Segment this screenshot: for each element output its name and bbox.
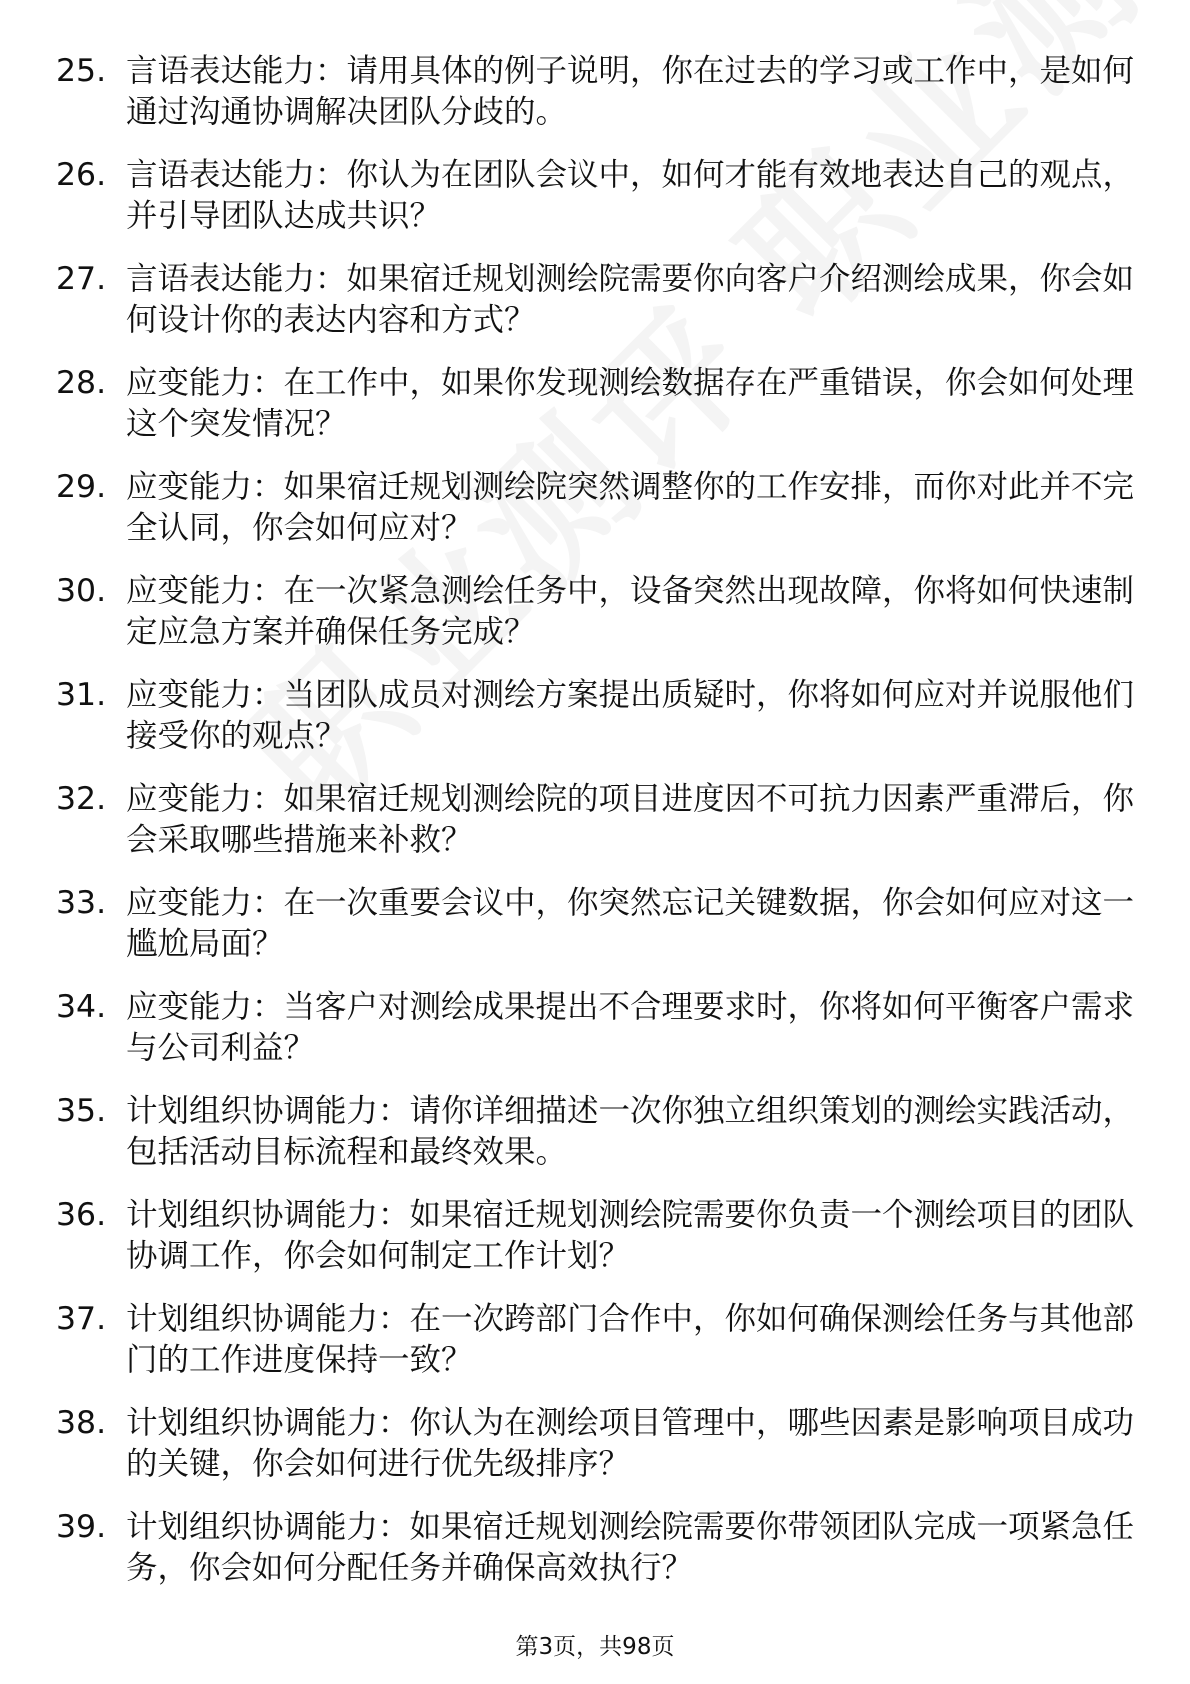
question-item [56,1403,1136,1486]
question-item [56,779,1136,862]
question-number: 36. [56,1197,107,1233]
question-text: 计划组织协调能力：在一次跨部门合作中，你如何确保测绘任务与其他部门的工作进度保持一致？ [126,1301,1135,1378]
question-item [56,363,1136,446]
question-item [56,1507,1136,1590]
question-number: 37. [56,1301,107,1337]
question-text: 应变能力：在一次重要会议中，你突然忘记关键数据，你会如何应对这一尴尬局面？ [126,885,1135,962]
question-item [56,883,1136,966]
question-list [56,51,1136,1611]
question-number: 29. [56,469,107,505]
question-number: 35. [56,1093,107,1129]
question-text: 计划组织协调能力：如果宿迁规划测绘院需要你负责一个测绘项目的团队协调工作，你会如何制定工作计划？ [126,1197,1135,1274]
question-number: 28. [56,365,107,401]
question-text: 应变能力：在工作中，如果你发现测绘数据存在严重错误，你会如何处理这个突发情况？ [126,365,1135,442]
question-item [56,571,1136,654]
question-number: 31. [56,677,107,713]
question-item [56,987,1136,1070]
question-item [56,1091,1136,1174]
question-item [56,1195,1136,1278]
question-item [56,259,1136,342]
question-number: 25. [56,53,107,89]
question-number: 33. [56,885,107,921]
question-number: 26. [56,157,107,193]
question-text: 应变能力：当团队成员对测绘方案提出质疑时，你将如何应对并说服他们接受你的观点？ [126,677,1135,754]
question-text: 言语表达能力：你认为在团队会议中，如何才能有效地表达自己的观点，并引导团队达成共识？ [126,157,1135,234]
page-footer: 第3页，共98页 [515,1634,675,1660]
question-item [56,675,1136,758]
question-text: 应变能力：当客户对测绘成果提出不合理要求时，你将如何平衡客户需求与公司利益？ [126,989,1135,1066]
question-number: 32. [56,781,107,817]
question-text: 应变能力：在一次紧急测绘任务中，设备突然出现故障，你将如何快速制定应急方案并确保任务完成？ [126,573,1135,650]
question-item [56,155,1136,238]
question-item [56,51,1136,134]
question-text: 计划组织协调能力：请你详细描述一次你独立组织策划的测绘实践活动，包括活动目标流程和最终效果。 [126,1093,1135,1170]
question-text: 言语表达能力：如果宿迁规划测绘院需要你向客户介绍测绘成果，你会如何设计你的表达内容和方式？ [126,261,1135,338]
question-number: 38. [56,1405,107,1441]
question-number: 39. [56,1509,107,1545]
question-number: 34. [56,989,107,1025]
question-item [56,467,1136,550]
question-text: 应变能力：如果宿迁规划测绘院的项目进度因不可抗力因素严重滞后，你会采取哪些措施来补救？ [126,781,1135,858]
question-text: 计划组织协调能力：如果宿迁规划测绘院需要你带领团队完成一项紧急任务，你会如何分配任务并确保高效执行？ [126,1509,1135,1586]
question-text: 言语表达能力：请用具体的例子说明，你在过去的学习或工作中，是如何通过沟通协调解决团队分歧的。 [126,53,1135,130]
question-item [56,1299,1136,1382]
question-number: 30. [56,573,107,609]
question-number: 27. [56,261,107,297]
question-text: 应变能力：如果宿迁规划测绘院突然调整你的工作安排，而你对此并不完全认同，你会如何应对？ [126,469,1135,546]
question-text: 计划组织协调能力：你认为在测绘项目管理中，哪些因素是影响项目成功的关键，你会如何进行优先级排序？ [126,1405,1135,1482]
